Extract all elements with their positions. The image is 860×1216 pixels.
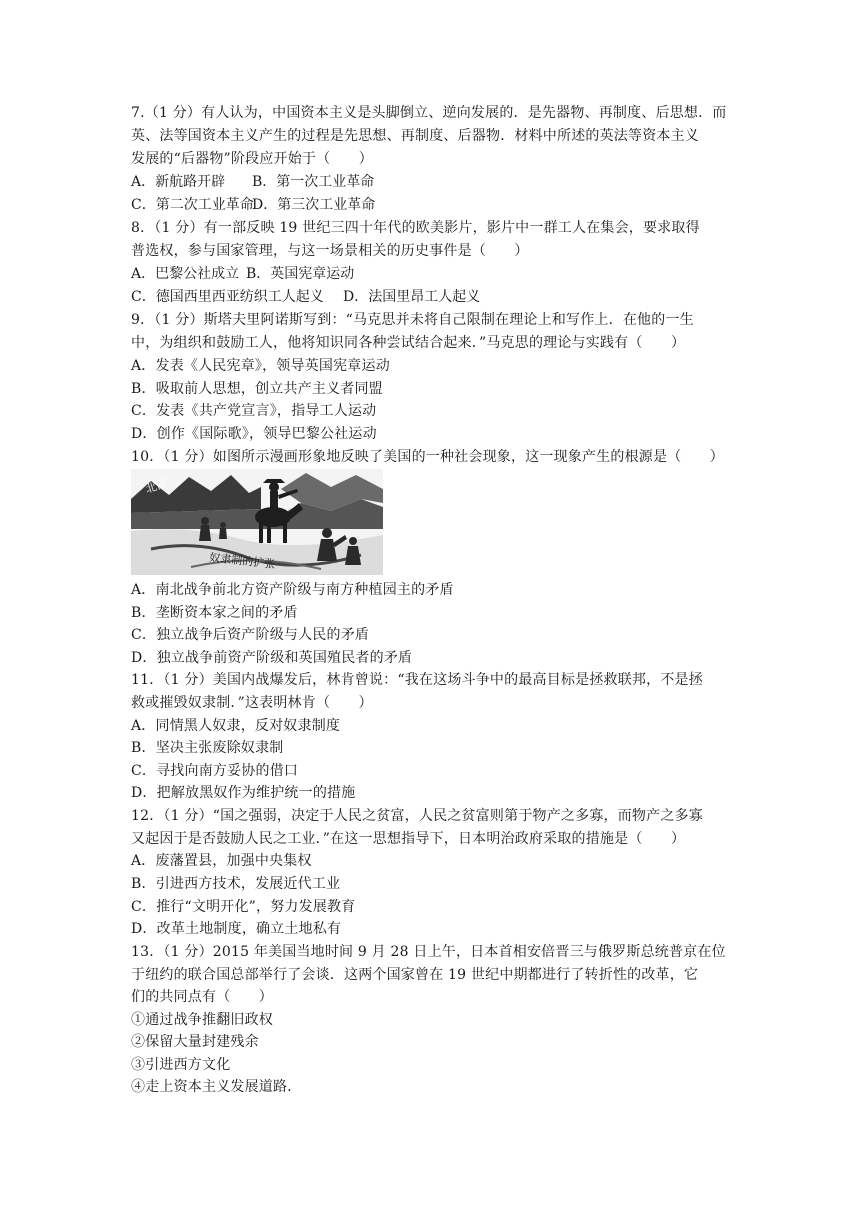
q9-stem-line-1: 9．（1 分）斯塔夫里阿诺斯写到：“马克思并未将自己限制在理论上和写作上．在他的一生 — [131, 312, 694, 328]
q12-option-d: D．改革土地制度，确立土地私有 — [131, 921, 342, 937]
q13-item-4: ④走上资本主义发展道路． — [131, 1079, 302, 1095]
q11-option-c: C．寻找向南方妥协的借口 — [131, 763, 299, 779]
q10-option-a: A．南北战争前北方资产阶级与南方种植园主的矛盾 — [131, 582, 454, 598]
q13-stem-line-3: 们的共同点有（ ） — [131, 989, 273, 1005]
q8-option-d: D．法国里昂工人起义 — [343, 289, 481, 305]
q11-option-d: D．把解放黑奴作为维护统一的措施 — [131, 785, 356, 801]
cartoon-label-slavery: 奴隶制的扩张 — [208, 551, 276, 571]
q11-option-b: B．坚决主张废除奴隶制 — [131, 740, 284, 756]
q13-item-2: ②保留大量封建残余 — [131, 1034, 259, 1050]
q7-option-d: D．第三次工业革命 — [252, 197, 376, 213]
q7-option-a: A．新航路开辟 — [131, 174, 226, 190]
q10-option-b: B．垄断资本家之间的矛盾 — [131, 605, 298, 621]
q7-stem-line-2: 英、法等国资本主义产生的过程是先思想、再制度、后器物．材料中所述的英法等资本主义 — [131, 128, 699, 144]
cartoon-illustration — [131, 469, 383, 575]
q8-stem-line-2: 普选权，参与国家管理，与这一场景相关的历史事件是（ ） — [131, 243, 529, 259]
q7-options-row-2 — [131, 195, 375, 215]
q12-option-a: A．废藩置县，加强中央集权 — [131, 853, 312, 869]
q13-stem-line-1: 13．（1 分）2015 年美国当地时间 9 月 28 日上午，日本首相安倍晋三与俄罗斯总统普京在位 — [131, 944, 726, 960]
q9-option-b: B．吸取前人思想，创立共产主义者同盟 — [131, 381, 383, 397]
cartoon-label-north: 北部 — [143, 476, 169, 496]
q8-option-c: C．德国西里西亚纺织工人起义 — [131, 289, 324, 305]
q8-stem-line-1: 8．（1 分）有一部反映 19 世纪三四十年代的欧美影片，影片中一群工人在集会，要求取得 — [131, 220, 700, 236]
q10-stem-line-1: 10．（1 分）如图所示漫画形象地反映了美国的一种社会现象，这一现象产生的根源是（ ） — [131, 449, 724, 465]
q9-stem-line-2: 中，为组织和鼓励工人，他将知识同各种尝试结合起来．”马克思的理论与实践有（ ） — [131, 335, 686, 351]
q12-stem-line-2: 又起因于是否鼓励人民之工业．”在这一思想指导下，日本明治政府采取的措施是（ ） — [131, 831, 686, 847]
q7-option-c: C．第二次工业革命 — [131, 197, 254, 213]
q7-stem-line-3: 发展的“后器物”阶段应开始于（ ） — [131, 151, 373, 167]
q9-option-c: C．发表《共产党宣言》，指导工人运动 — [131, 403, 377, 419]
q8-option-a: A．巴黎公社成立 — [131, 266, 240, 282]
q13-item-3: ③引进西方文化 — [131, 1057, 231, 1073]
q12-stem-line-1: 12．（1 分）“国之强弱，决定于人民之贫富，人民之贫富则第于物产之多寡，而物产之多寡 — [131, 808, 703, 824]
q11-option-a: A．同情黑人奴隶，反对奴隶制度 — [131, 718, 341, 734]
q8-options-row-2 — [131, 287, 480, 307]
q7-option-b: B．第一次工业革命 — [252, 174, 375, 190]
q12-option-b: B．引进西方技术，发展近代工业 — [131, 876, 341, 892]
q10-option-c: C．独立战争后资产阶级与人民的矛盾 — [131, 627, 370, 643]
cartoon-figure — [131, 469, 383, 575]
q7-options-row-1 — [131, 172, 374, 192]
q13-stem-line-2: 于纽约的联合国总部举行了会谈．这两个国家曾在 19 世纪中期都进行了转折性的改革，它 — [131, 967, 699, 983]
q8-option-b: B．英国宪章运动 — [246, 266, 355, 282]
q9-option-a: A．发表《人民宪章》，领导英国宪章运动 — [131, 358, 390, 374]
q10-option-d: D．独立战争前资产阶级和英国殖民者的矛盾 — [131, 650, 413, 666]
q11-stem-line-2: 救或摧毁奴隶制．”这表明林肯（ ） — [131, 695, 373, 711]
q11-stem-line-1: 11．（1 分）美国内战爆发后，林肯曾说：“我在这场斗争中的最高目标是拯救联邦，不是拯 — [131, 672, 703, 688]
q9-option-d: D．创作《国际歌》，领导巴黎公社运动 — [131, 426, 377, 442]
q8-options-row-1 — [131, 264, 354, 284]
q7-stem-line-1: 7.（1 分）有人认为，中国资本主义是头脚倒立、逆向发展的．是先器物、再制度、后思想．而 — [131, 105, 727, 121]
q12-option-c: C．推行“文明开化”，努力发展教育 — [131, 899, 356, 915]
q13-item-1: ①通过战争推翻旧政权 — [131, 1012, 273, 1028]
